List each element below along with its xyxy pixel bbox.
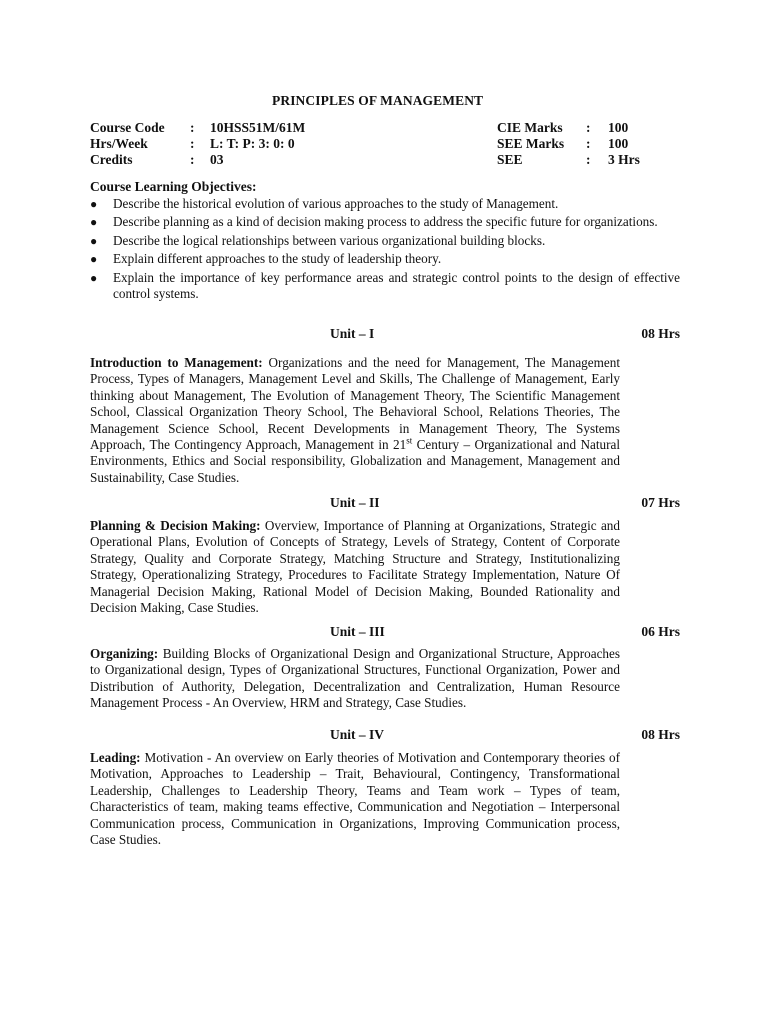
meta-separator: : bbox=[586, 120, 591, 135]
unit-title: Unit – I bbox=[330, 326, 375, 341]
unit-3-header bbox=[90, 624, 680, 642]
meta-row-credits bbox=[90, 152, 390, 168]
unit-text-continued: Century – Organizational and Natural Environments, Ethics and Social responsibility, Globalization and Management, Management and Sustainability, Case Studies. bbox=[90, 437, 620, 485]
unit-4-body bbox=[90, 750, 620, 848]
meta-row-course-code bbox=[90, 120, 390, 136]
objective-text: Explain different approaches to the study of leadership theory. bbox=[113, 251, 442, 267]
objective-text: Describe the historical evolution of various approaches to the study of Management. bbox=[113, 196, 559, 211]
meta-label: CIE Marks bbox=[497, 120, 563, 135]
unit-hours: 07 Hrs bbox=[641, 495, 680, 510]
meta-separator: : bbox=[586, 136, 591, 151]
unit-1-header bbox=[90, 326, 680, 344]
objective-text: Describe planning as a kind of decision making process to address the specific future for organizations. bbox=[113, 214, 658, 230]
course-meta-left bbox=[90, 120, 390, 168]
page-title: PRINCIPLES OF MANAGEMENT bbox=[272, 93, 484, 108]
meta-row-cie-marks bbox=[497, 120, 697, 136]
unit-lead: Organizing: bbox=[90, 646, 159, 661]
unit-hours: 08 Hrs bbox=[641, 727, 680, 742]
meta-label: Course Code bbox=[90, 120, 165, 135]
bullet-icon: ● bbox=[90, 270, 98, 285]
meta-label: SEE bbox=[497, 152, 523, 167]
meta-label: Credits bbox=[90, 152, 133, 167]
unit-lead: Planning & Decision Making: bbox=[90, 518, 261, 533]
unit-hours: 06 Hrs bbox=[641, 624, 680, 639]
unit-sup: st bbox=[406, 435, 413, 446]
unit-title: Unit – IV bbox=[330, 727, 385, 742]
objectives-list bbox=[90, 196, 680, 305]
list-item bbox=[90, 270, 680, 304]
unit-text: Overview, Importance of Planning at Organizations, Strategic and Operational Plans, Evolution of Concepts of Strategy, Levels of Strategy, Content of Corporate Strategy, Quality and Corporate Strategy, Matching Structure and Strategy, Institutionalizing Strategy, Operationalizing Strategy, Procedures to Facilitate Strategy Implementation, Nature Of Managerial Decision Making, Rational Model of Decision Making, Bounded Rationality and Decision Making, Case Studies. bbox=[90, 518, 620, 616]
unit-text: Motivation - An overview on Early theories of Motivation and Contemporary theories of Motivation, Approaches to Leadership – Trait, Behavioural, Contingency, Transformational Leadership, Challenges to Leadership Theory, Teams and Team work – Types of team, Characteristics of team, making teams effective, Communication and Negotiation – Interpersonal Communication process, Communication in Organizations, Improving Communication process, Case Studies. bbox=[90, 750, 620, 848]
unit-2-body bbox=[90, 518, 620, 616]
unit-lead: Introduction to Management: bbox=[90, 355, 263, 370]
bullet-icon: ● bbox=[90, 197, 98, 211]
unit-3-body bbox=[90, 646, 620, 712]
bullet-icon: ● bbox=[90, 233, 98, 248]
meta-value: 10HSS51M/61M bbox=[210, 120, 306, 135]
list-item bbox=[90, 214, 680, 231]
unit-hours: 08 Hrs bbox=[641, 326, 680, 341]
unit-text: Building Blocks of Organizational Design and Organizational Structure, Approaches to Organizational design, Types of Organizational Structures, Functional Organization, Power and Distribution of Authority, Delegation, Decentralization and Centralization, Human Resource Management Process - An Overview, HRM and Strategy, Case Studies. bbox=[90, 646, 620, 711]
meta-row-see bbox=[497, 152, 697, 168]
meta-row-see-marks bbox=[497, 136, 697, 152]
unit-2-header bbox=[90, 495, 680, 513]
list-item bbox=[90, 233, 680, 250]
meta-value: 03 bbox=[210, 152, 224, 167]
meta-separator: : bbox=[190, 152, 195, 167]
list-item bbox=[90, 251, 680, 268]
unit-title: Unit – III bbox=[330, 624, 385, 639]
meta-label: Hrs/Week bbox=[90, 136, 148, 151]
objectives-heading: Course Learning Objectives: bbox=[90, 179, 257, 194]
meta-separator: : bbox=[190, 136, 195, 151]
list-item bbox=[90, 196, 680, 213]
objective-text: Explain the importance of key performance areas and strategic control points to the design of effective control systems. bbox=[113, 269, 680, 302]
unit-1-body bbox=[90, 355, 620, 486]
unit-text: Organizations and the need for Management, The Management Process, Types of Managers, Management Level and Skills, The Challenge of Management, Early thinking about Management, The Evolution of Management Theory, The Scientific Management School, Classical Organization Theory School, The Behavioral School, Relations Theories, The Management Science School, Recent Developments in Management Theory, The Systems Approach, The Contingency Approach, Management in 21 bbox=[90, 355, 620, 453]
course-meta-right bbox=[497, 120, 697, 168]
unit-lead: Leading: bbox=[90, 750, 141, 765]
bullet-icon: ● bbox=[90, 215, 98, 230]
bullet-icon: ● bbox=[90, 252, 98, 267]
meta-row-hrs-week bbox=[90, 136, 390, 152]
meta-label: SEE Marks bbox=[497, 136, 565, 151]
unit-4-header bbox=[90, 727, 680, 745]
meta-separator: : bbox=[586, 152, 591, 167]
meta-value: 100 bbox=[608, 120, 629, 135]
meta-separator: : bbox=[190, 120, 195, 135]
meta-value: L: T: P: 3: 0: 0 bbox=[210, 136, 295, 151]
objective-text: Describe the logical relationships between various organizational building blocks. bbox=[113, 232, 546, 248]
unit-title: Unit – II bbox=[330, 495, 380, 510]
meta-value: 100 bbox=[608, 136, 629, 151]
meta-value: 3 Hrs bbox=[608, 152, 640, 167]
